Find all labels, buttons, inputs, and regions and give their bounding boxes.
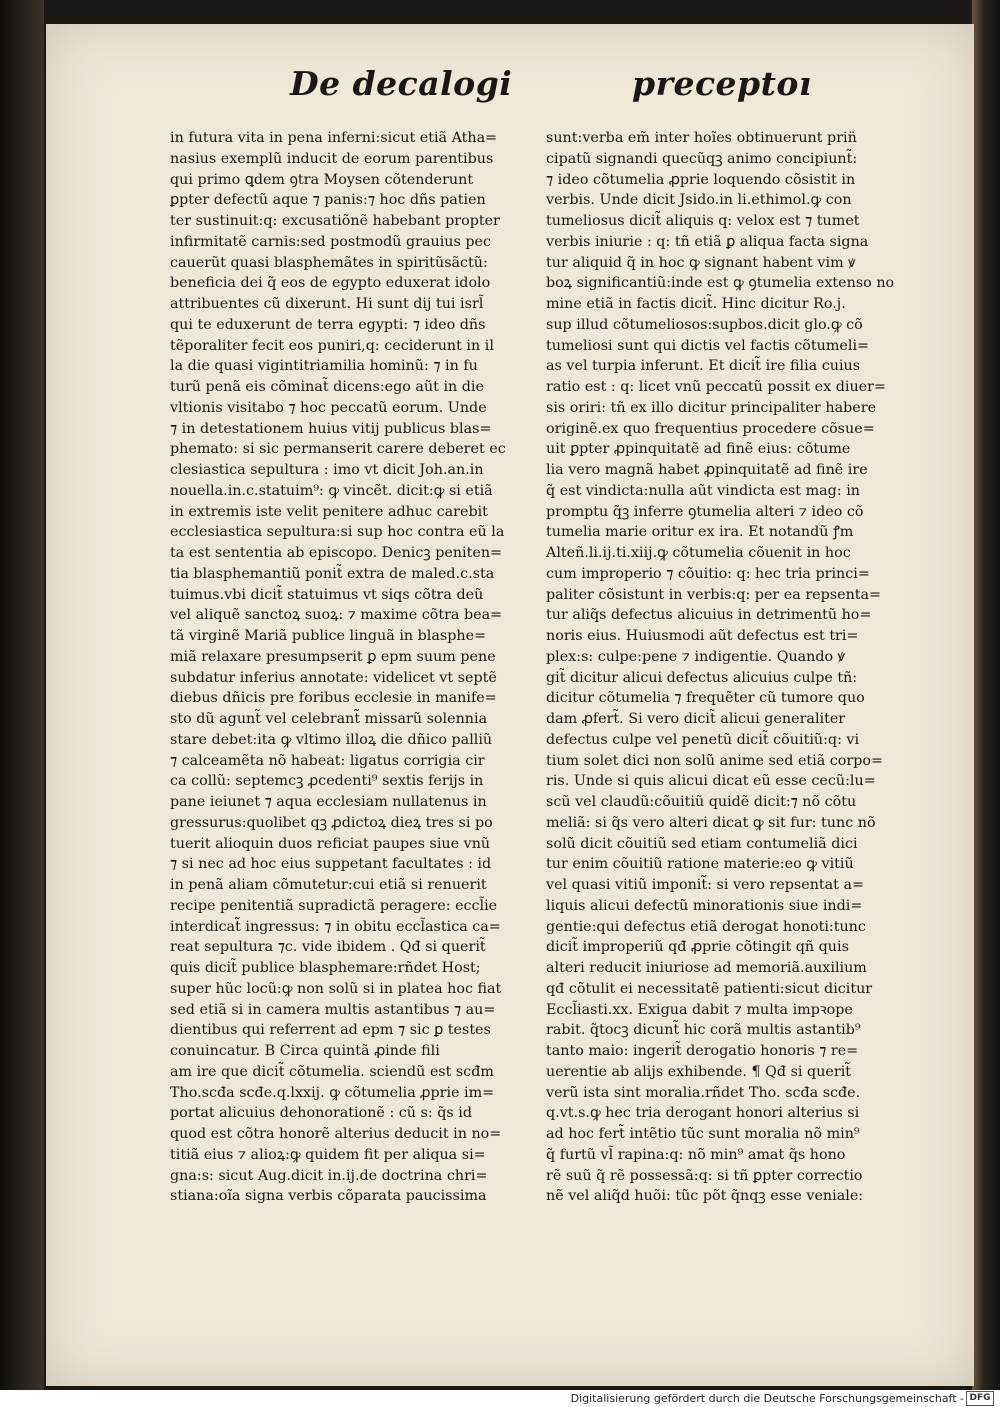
text-line: ⁊ calceamẽta nõ habeat: ligatus corrigia cir [170, 752, 485, 769]
text-line: tia blasphemantiũ ponit̃ extra de maled.c.sta [170, 565, 495, 582]
text-line: stare debet:ita ꝙ vltimo illoꝝ die dñico palliũ [170, 731, 493, 748]
text-line: plex:s: culpe:pene ⁊ indigentie. Quando ꝟ [546, 648, 845, 665]
text-line: q̃ furtũ vl̃ rapina:q: nõ min⁹ amat q̃s hono [546, 1146, 846, 1163]
text-line: tium solet dici non solũ anime sed etiã corpo= [546, 752, 883, 769]
text-line: alteri reducit iniuriose ad memoriã.auxilium [546, 960, 867, 976]
text-line: verbis. Unde dicit Jsido.in li.ethimol.ꝙ con [546, 192, 852, 209]
text-line: diebus dñicis pre foribus ecclesie in manife= [170, 690, 497, 707]
text-line: uerentie ab alijs exhibende. ¶ Qđ si querit̃ [546, 1063, 852, 1080]
text-line: titiã eius ⁊ alioꝝ:ꝙ quidem fit per aliqua si= [170, 1146, 486, 1163]
text-line: dientibus qui referrent ad epm ⁊ sic ꝑ testes [170, 1022, 491, 1039]
text-line: vel aliquẽ sanctoꝝ suoꝝ: ⁊ maxime cõtra bea= [170, 607, 503, 624]
text-line: Tho.scđa scđe.q.lxxij. ꝙ cõtumelia ꝓprie im= [170, 1084, 495, 1101]
text-line: qđ cõtulit ei necessitatẽ patienti:sicut dicitur [546, 980, 873, 997]
text-line: lia vero magnã habet ꝓpinquitatẽ ad finẽ ire [546, 462, 868, 478]
text-line: nouella.in.c.statuim⁹: ꝙ vincẽt. dicit:ꝙ si etiã [170, 482, 493, 499]
funding-notice: Digitalisierung gefördert durch die Deutsche Forschungsgemeinschaft - [570, 1392, 964, 1405]
text-line: qui te eduxerunt de terra egypti: ⁊ ideo dñs [170, 316, 486, 333]
text-line: ad hoc fert̃ intẽtio tũc sunt moralia nõ min⁹ [546, 1126, 860, 1142]
text-line: Alteñ.li.ij.ti.xiij.ꝙ cõtumelia cõuenit in hoc [546, 545, 851, 561]
text-line: Eccl̃iasti.xx. Exigua dabit ⁊ multa impꝛope [546, 1001, 853, 1018]
text-line: quis dicit̃ publice blasphemare:rñdet Host; [170, 960, 481, 976]
text-line: attribuentes cũ dixerunt. Hi sunt dij tui isrl̃ [170, 296, 484, 312]
text-line: git̃ dicitur alicui defectus alicuius culpe tñ: [546, 669, 858, 686]
text-line: gentie:qui defectus etiã derogat honoti:tunc [546, 918, 866, 935]
text-line: tã virginẽ Mariã publice linguã in blasphe= [170, 628, 487, 644]
text-line: clesiastica sepultura : imo vt dicit Joh.an.in [170, 462, 484, 478]
text-line: uit ꝑpter ꝓpinquitatẽ ad finẽ eius: cõtume [546, 441, 851, 458]
text-line: ca collũ: septemcꝫ ꝓcedenti⁹ sextis ferijs in [170, 773, 484, 790]
text-line: ⁊ si nec ad hoc eius suppetant facultates : id [170, 856, 492, 873]
text-line: pane ieiunet ⁊ aqua ecclesiam nullatenus in [170, 794, 487, 810]
text-line: scũ vel claudũ:cõuitiũ quidẽ dicit:⁊ nõ cõtu [546, 794, 857, 810]
text-line: gressurus:quolibet qꝫ ꝓdictoꝝ dieꝝ tres si po [170, 814, 493, 831]
text-line: phemato: si sic permanserit carere deberet ec [170, 441, 506, 458]
text-line: rabit. q̃tocꝫ dicunt̃ hic corã multis astantib⁹ [546, 1022, 861, 1039]
text-line: ⁊ in detestationem huius vitij publicus blas= [170, 420, 492, 437]
text-line: meliã: si q̃s vero alteri dicat ꝙ sit fur: tunc nõ [546, 814, 876, 831]
text-line: tumelia marie oritur ex ira. Et notandũ ꝭm [546, 524, 854, 541]
text-line: verbis iniurie : q: tñ etiã ꝑ aliqua facta signa [546, 233, 869, 250]
text-line: ta est sententia ab episcopo. Denicꝫ peniten= [170, 545, 503, 561]
text-line: defectus culpe vel penetũ dicit̃ cõuitiũ:q: vi [546, 731, 860, 748]
text-line: infirmitatẽ carnis:sed postmodũ grauius pec [170, 233, 492, 250]
text-line: recipe penitentiã supradictã peragere: eccl̃ie [170, 897, 498, 914]
text-line: nasius exemplũ inducit de eorum parentibus [170, 150, 494, 167]
text-line: nẽ vel aliq̃d huõi: tũc põt q̃nqꝫ esse veniale: [546, 1188, 864, 1205]
text-line: boꝝ significantiũ:inde est ꝙ ꝯtumelia extenso no [546, 275, 895, 292]
text-line: liquis alicui defectũ minorationis siue indi= [546, 897, 863, 914]
text-line: beneficia dei q̃ eos de egypto eduxerat idolo [170, 275, 491, 292]
text-line: tuerit alioquin duos reficiat paupes siue vnũ [170, 835, 491, 852]
text-line: in futura vita in pena inferni:sicut etiã Atha= [170, 130, 498, 146]
text-line: paliter cõsistunt in verbis:q: per ea repsenta= [546, 586, 882, 603]
text-line: dicit̃ improperiũ qđ ꝓprie cõtingit qñ quis [546, 939, 849, 956]
text-line: dam ꝓfert̃. Si vero dicit̃ alicui generaliter [546, 711, 846, 727]
text-line: stiana:oĩa signa verbis cõparata paucissima [170, 1188, 487, 1205]
text-line: ris. Unde si quis alicui dicat eũ esse cecũ:lu= [546, 773, 876, 790]
text-line: tur enim cõuitiũ ratione materie:eo ꝙ vitiũ [546, 856, 854, 873]
text-line: sunt:verba em̃ inter hoĩes obtinuerunt prin̈ [546, 130, 857, 146]
text-line: conuincatur. B Circa quintã ꝓinde fili [170, 1043, 440, 1059]
text-line: miã relaxare presumpserit ꝑ epm suum pene [170, 648, 496, 665]
text-line: tumeliosi sunt qui dictis vel factis cõtumeli= [546, 337, 870, 354]
text-line: tur aliquid q̃ in hoc ꝙ signant habent vim ꝟ [546, 254, 856, 271]
text-line: ter sustinuit:q: excusatiõnẽ habebant propter [170, 213, 500, 229]
text-line: turũ penã eis cõminat̃ dicens:ego aũt in die [170, 379, 484, 395]
dfg-logo: DFG [966, 1391, 994, 1406]
text-line: ⁊ ideo cõtumelia ꝓprie loquendo cõsistit in [546, 171, 856, 188]
text-line: sto dũ agunt̃ vel celebrant̃ missarũ solennia [170, 711, 488, 727]
text-line: rẽ suũ q̃ rẽ possessã:q: si tñ ꝑpter correctio [546, 1167, 863, 1184]
text-line: in penã aliam cõmutetur:cui etiã si renuerit [170, 877, 487, 893]
text-line: quod est cõtra honorẽ alterius deducit in no= [170, 1126, 502, 1142]
text-line: ratio est : q: licet vnũ peccatũ possit ex diuer= [546, 379, 886, 395]
text-line: sup illud cõtumeliosos:supbos.dicit glo.ꝙ cõ [546, 316, 863, 333]
text-line: cum improperio ⁊ cõuitio: q: hec tria princi= [546, 565, 870, 582]
text-line: in extremis iste velit penitere adhuc carebit [170, 503, 488, 520]
text-line: la die quasi vigintitriamilia hominũ: ⁊ in fu [170, 358, 478, 375]
text-line: q̃ est vindicta:nulla aũt vindicta est mag: in [546, 482, 860, 499]
text-line: q.vt.s.ꝙ hec tria derogant honori alterius si [546, 1105, 860, 1122]
running-header-right: preceptoı [632, 64, 812, 103]
text-line: originẽ.ex quo frequentius procedere cõsue= [546, 420, 875, 437]
text-line: ꝑpter defectũ aque ⁊ panis:⁊ hoc dñs patien [170, 192, 486, 209]
text-line: tur aliq̃s defectus alicuius in detrimentũ ho= [546, 607, 872, 624]
page-edge [972, 0, 1000, 1390]
text-line: ecclesiastica sepultura:si sup hoc contra eũ la [170, 524, 505, 541]
text-line: gna:s: sicut Aug.dicit in.ij.de doctrina chri= [170, 1167, 488, 1184]
text-line: subdatur inferius annotate: videlicet vt septẽ [170, 669, 497, 686]
text-line: tẽporaliter fecit eos puniri,q: ceciderunt in il [170, 337, 494, 354]
right-text-column [546, 128, 918, 1207]
text-line: reat sepultura ⁊c. vide ibidem . Qđ si querit̃ [170, 939, 486, 956]
text-line: verũ ista sint moralia.rñdet Tho. scđa scđe. [546, 1084, 861, 1101]
text-line: sis oriri: tñ ex illo dicitur principaliter habere [546, 399, 877, 416]
text-line: portat alicuius dehonorationẽ : cũ s: q̃s id [170, 1105, 473, 1122]
text-line: interdicat̃ ingressus: ⁊ in obitu eccl̃astica ca= [170, 918, 501, 935]
text-line: tanto maio: ingerit̃ derogatio honoris ⁊ re= [546, 1043, 859, 1059]
text-line: as vel turpia inferunt. Et dicit̃ ire filia cuius [546, 358, 861, 375]
running-header-left: De decalogi [290, 64, 513, 103]
text-line: am ire que dicit̃ cõtumelia. sciendũ est scđm [170, 1063, 494, 1080]
text-line: promptu q̃ꝫ inferre ꝯtumelia alteri ⁊ ideo cõ [546, 503, 864, 520]
left-text-column [170, 128, 542, 1207]
text-line: vltionis visitabo ⁊ hoc peccatũ eorum. Unde [170, 399, 487, 416]
text-line: solũ dicit cõuitiũ sed etiam contumeliã dici [546, 835, 858, 852]
text-line: sed etiã si in camera multis astantibus ⁊ au= [170, 1001, 496, 1018]
text-line: tuimus.vbi dicit̃ statuimus vt siqs cõtra deũ [170, 586, 484, 603]
text-line: tumeliosus dicit̃ aliquis q: velox est ⁊ tumet [546, 213, 860, 229]
text-line: super hũc locũ:ꝙ non solũ si in platea hoc fiat [170, 980, 502, 997]
text-line: mine etiã in factis dicit̃. Hinc dicitur Ro.j. [546, 296, 846, 312]
text-line: vel quasi vitiũ imponit̃: si vero repsentat a= [546, 877, 864, 893]
text-line: cipatũ signandi quecũqꝫ animo concipiunt̃: [546, 150, 858, 167]
book-binding [0, 0, 44, 1390]
text-line: cauerũt quasi blasphemãtes in spiritũsãctũ: [170, 254, 488, 271]
text-line: dicitur cõtumelia ⁊ frequẽter cũ tumore quo [546, 690, 865, 707]
text-line: noris eius. Huiusmodi aũt defectus est tri= [546, 628, 859, 644]
text-line: qui primo ꝗdem ꝯtra Moysen cõtenderunt [170, 171, 474, 188]
